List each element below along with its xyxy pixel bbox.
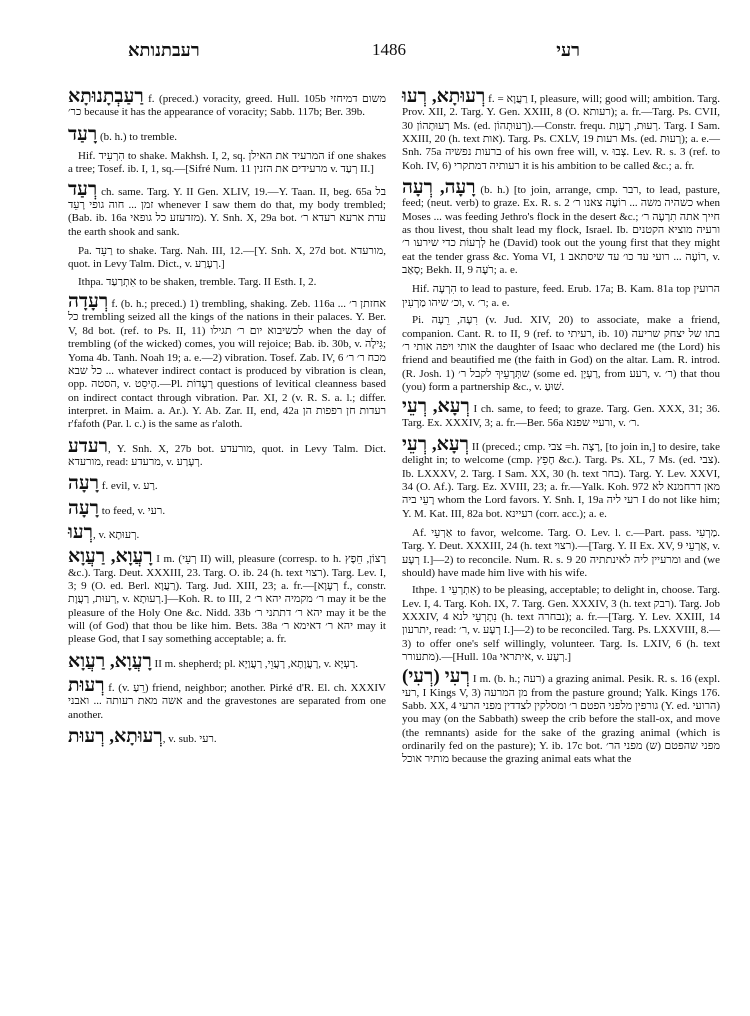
- entry-text: f. (b. h.; preced.) 1) trembling, shaking. Zeb. 116a אחזתן ר׳ ... כל trembling seized all the kings of the nations in their palaces. Y. Ber. V, 8d bot. (ref. to Ps. II, 11) לכשיבוא יום ר׳ תגילו when the day of trembling (of the wicked) comes, you will rejoice; Bab. ib. 30b, v. גִּילָה; Yoma 4b. Tanh. Noah 19; a. e.—2) vibration. Tosef. Zab. IV, 6 מכח ר׳ ר׳ ... כל שבא whatever indirect contact is produced by vibration is clean, opp. הסטה, v. הֶיסֵט.—Pl. רְעָדוֹת questions of levitical cleanness based on indirect contact through vibration. Par. XI, 2 (v. R. S. a. l.; differ. interpret. in Maim. a. Ar.). Y. Ab. Zar. II, end, 42a רעדות חן רפפות הן r'fafoth (Par. l. c.) is the same as r'aloth.: [68, 298, 387, 431]
- headword: רָעַד: [68, 123, 98, 145]
- entry-text: , Y. Snh. X, 27b bot. מורעדע, quot. in Levy Talm. Dict. מורעדא, read: מרעדע, v. רְעָרַע.: [68, 442, 386, 468]
- entry-text: (b. h.) to tremble.: [97, 130, 177, 143]
- dictionary-entry: [68, 497, 386, 519]
- headword: רַעַבְתָנוּתָא: [68, 86, 144, 107]
- dictionary-entry: [68, 88, 386, 120]
- headword: רְעוּתָא, רְעוּ: [402, 86, 486, 107]
- headword: רְעוּת: [68, 675, 105, 697]
- entry-text: f. (preced.) voracity, greed. Hull. 105b משום דמיחזי כר׳ because it has the appearance of voracity; Sabb. 117b; Ber. 39b.: [68, 93, 386, 119]
- left-column: [68, 88, 386, 752]
- dictionary-entry: [68, 521, 386, 543]
- running-head-left: רעבתנותא: [128, 40, 200, 60]
- entry-text: Hif. הִרְעָה to lead to pasture, feed. Erub. 17a; B. Kam. 81a top הרועין וכ׳ שיהו מַרְעִין, v. ר׳; a. e.: [402, 283, 721, 309]
- dictionary-entry: [68, 245, 386, 272]
- dictionary-entry: [68, 650, 386, 672]
- entry-text: (b. h.) [to join, arrange, cmp. רבר, to lead, pasture, feed; (neut. verb) to graze. Ex. R. s. 2 כשהיה משה ... רוֹעֶה צאנו ר׳ when Moses ... was feeding Jethro's flock in the desert &c.; חייך אתה תִרְעֶה ר׳ as thou livest, thou shalt lead my flock, Israel. Ib. ורעיה מוציא הקטנים לְרְעוֹת כדי שירעו ר׳ he (David) took out the young first that they might eat the tender grass &c. Yoma VI, 1 רוֹעֶה ... רועי עד כו׳ עד שיסתאב, v. סָאַב; Bekh. II, 9 רֹעֶה; a. e.: [402, 184, 721, 277]
- entry-text: II m. shepherd; pl. רָעֲוָתָא, רָעֲוֵי, רַעֲוַיָא, v. רַעְיָא.: [151, 657, 358, 670]
- entry-text: , v. רְעוּתָא.: [92, 528, 140, 541]
- headword: רָעָה: [68, 497, 100, 519]
- page-number: 1486: [372, 40, 406, 59]
- headword: רָעֲוָא, רַעֲוָא: [68, 546, 153, 568]
- entry-text: f. (v. רֵעַ) friend, neighbor; another. Pirké d'R. El. ch. XXXIV אשה מאת רעותה ... ואבני and the gravestones are separated from one another.: [68, 682, 386, 721]
- dictionary-entry: [68, 475, 386, 493]
- headword: רְעַד: [68, 178, 98, 200]
- headword: רָעָה, רְעָה: [402, 177, 476, 199]
- entry-text: Ithpa. אִתְרַעַד to be shaken, tremble. Targ. II Esth. I, 2.: [78, 275, 317, 288]
- entry-text: Af. אַרְעֵי to favor, welcome. Targ. O. Lev. l. c.—Part. pass. מַרְעִי. Targ. Y. Deut. XXXIII, 24 (h. text רצוי).—[Targ. Y. II Ex. XV, 9 אַרְעֵי, v. רְעָע I.]—2) to reconcile. Num. R. s. 9 20 ומרעיין ליה לאינתתיה and (we should) have made him live with his wife.: [402, 526, 721, 579]
- entry-text: I m. (b. h.; רעה) a grazing animal. Pesik. R. s. 16 (expl. רעי, I Kings V, 3) מן המרעה from the pasture ground; Yalk. Kings 176. Sabb. XX, 4 גורפין מלפני הפטם ר׳ ומסלקין לצדדין מפני הרעי (Y. ed. הרועי) you may (on the Sabbath) sweep the crib before the stall-ox, and move (the remnants) aside for the sake of the grazing animal (which is ordinarily fed on the pasture); Y. ib. 17c bot. מפני שהפטם (ש) מפני הר׳ מותיר אוכל because the grazing animal eats what the: [402, 673, 721, 766]
- entry-text: ch. same. Targ. Y. II Gen. XLIV, 19.—Y. Taan. II, beg. 65a בל זמן ... חוה גופי רָעֵד whenever I saw them do that, my body trembled; (Bab. ib. 16a מזדעזע כל גופאי). Y. Snh. X, 29a bot. עדת ארעא רעדא ר׳ the earth shook and sank.: [68, 185, 386, 238]
- entry-text: , v. sub. רעי.: [162, 733, 217, 746]
- dictionary-entry: [402, 283, 720, 310]
- headword: רְעוּתָא, רְעוּת: [68, 726, 163, 748]
- dictionary-entry: [402, 398, 720, 430]
- entry-text: f. = רַעֲוָא I, pleasure, will; good will; ambition. Targ. Prov. XII, 2. Targ. Y. Gen. XXIII, 8 (O. רעותא); a. fr.—Targ. Ps. CVII, 30 רְעוּתְהוֹן Ms. (ed. רְעוּתְהוֹן).—Constr. frequ. רְעוּת, רְעָוַת. Targ. I Sam. XXIII, 20 (h. text אות). Targ. Ps. CXLV, 19 רעות Ms. (ed. רְעוּת); a. e.—Snh. 75a ברעות נפשיה of his own free will, v. צְבוּ. Lev. R. s. 3 (ref. to Koh. IV, 6) רעותיה דמתקרי it is his ambition to be called &c.; a. fr.: [402, 93, 721, 172]
- entry-text: Pa. רַעֵד to shake. Targ. Nah. III, 12.—[Y. Snh. X, 27d bot. מורעדא, quot. in Levy Talm. Dict., v. רְעָרַע.]: [68, 245, 386, 271]
- dictionary-entry: [68, 276, 386, 289]
- headword: רְעוּ: [68, 521, 93, 543]
- dictionary-entry: [68, 293, 386, 431]
- headword: רָעָה: [68, 473, 100, 495]
- entry-text: to feed, v. רעי.: [99, 504, 166, 517]
- dictionary-entry: [402, 433, 721, 521]
- headword: רְעָדָה: [68, 291, 109, 313]
- dictionary-entry: [68, 123, 386, 145]
- dictionary-entry: [402, 527, 720, 580]
- dictionary-entry: [68, 677, 386, 722]
- dictionary-entry: [68, 728, 386, 746]
- entry-text: f. evil, v. רַע.: [99, 480, 158, 493]
- entry-text: I m. (רְעֵי II) will, pleasure (corresp. to h. רָצוֹן, חֵפֶץ &c.). Targ. Deut. XXXIII, 23. Targ. O. ib. 24 (h. text רצוי). Targ. Lev. I, 3; 9 (O. ed. Berl. רַעֲוָא). Targ. Jud. XIII, 23; a. fr.—[רְעָוָא f., constr. רְעוּת, רַעֲוָת, v. רְעוּתָא.]—Koh. R. to III, 2 ר׳ מקמיה יהא ר׳ may it be the pleasure of the Holy One &c. Nidd. 33b יהא ר׳ דתתני ר׳ may it be the will (of God) that thou be like him. Bets. 38a יהא ר׳ דאימא ר׳ may it please God, that I say something acceptable; a. fr.: [68, 553, 387, 646]
- entry-text: I ch. same, to feed; to graze. Targ. Gen. XXX, 31; 36. Targ. Ex. XXXIV, 3; a. fr.—Ber. 56a ורעיי שפנא, v. ר׳.: [402, 403, 720, 429]
- entry-text: II (preced.; cmp. צבי =h. רָצָה, [to join in,] to desire, take delight in; to welcome (cmp. חָפֵץ &c.). Targ. Ps. XL, 7 Ms. (ed. צבי). Ib. LXXXV, 2. Targ. I Sam. XX, 30 (h. text בחר). Targ. Y. Lev. XXVI, 34 (O. Af.). Targ. Ez. XVIII, 23; a. fr.—Yalk. Koh. 972 מאן דרחמנא לא רָעֵי ביה whom the Lord favors. Y. Snh. I, 19a רעי ליה I do not like him; Y. M. Kat. III, 82a bot. רעיינא (corr. acc.); a. e.: [402, 440, 721, 520]
- dictionary-entry: [68, 548, 386, 646]
- headword: רעדע: [68, 435, 108, 457]
- headword: רְעִי (רְעִי): [402, 666, 470, 688]
- dictionary-entry: [402, 179, 720, 277]
- page-header: [68, 40, 710, 66]
- dictionary-entry: [68, 150, 386, 177]
- entry-text: Ithpe. אִתְרְעֵי 1) to be pleasing, acceptable; to delight in, choose. Targ. Lev. I, 4. Targ. Koh. IX, 7. Targ. Gen. XXXIV, 3 (h. text רבק). Targ. Job XXXIV, 4 נִתְרְעֵי לנא (h. text נבחרה); a. fr.—[Targ. Y. Lev. XXIII, 14 יתרעון, read: ר׳, v. רְעָע I.]—2) to be reconciled. Targ. Ps. LXXVIII, 8.—3) to offer one's self willingly, volunteer. Targ. Is. LXIV, 6 (h. text מתעורר).—[Hull. 10a איתראי, v. רְעָע.]: [402, 584, 721, 664]
- entry-text: Pi. רִעָה, רֵעָה (v. Jud. XIV, 20) to associate, make a friend, companion. Cant. R. to II, 9 (ref. to רעיתי, ib. 10) בתו של יצחק שריעה אותי ויפה אותי ר׳ the daughter of Isaac who declared me (the Lord) his friend and beautified me (the faith in God) on the altar. Lam. R. introd. (R. Josh. 1) שתְּרָעֵיךְ לקבל ר׳ (some ed. רַעְיָן, from רעע, v. ר׳) that thou (you) form a partnership &c., v. שׁוּעַ.: [402, 314, 721, 393]
- dictionary-entry: [402, 668, 720, 766]
- dictionary-entry: [68, 178, 386, 239]
- running-head-right: רעי: [556, 40, 580, 60]
- right-column: [402, 88, 720, 773]
- headword: רְעָא, רְעֵי: [402, 433, 469, 455]
- dictionary-entry: [402, 88, 720, 173]
- dictionary-entry: [402, 314, 720, 394]
- dictionary-entry: [68, 435, 386, 470]
- headword: רְעָא, רְעֵי: [402, 396, 470, 418]
- dictionary-entry: [402, 584, 720, 664]
- entry-text: Hif. הִרְעִיד to shake. Makhsh. I, 2, sq. המרעיד את האילן if one shakes a tree; Tosef. ib. I, 1, sq.—[Sifré Num. 11 מרעידים את הזנין v. רְעַד II.]: [68, 150, 386, 176]
- headword: רָעֲוָא, רַעֲוָא: [68, 650, 152, 672]
